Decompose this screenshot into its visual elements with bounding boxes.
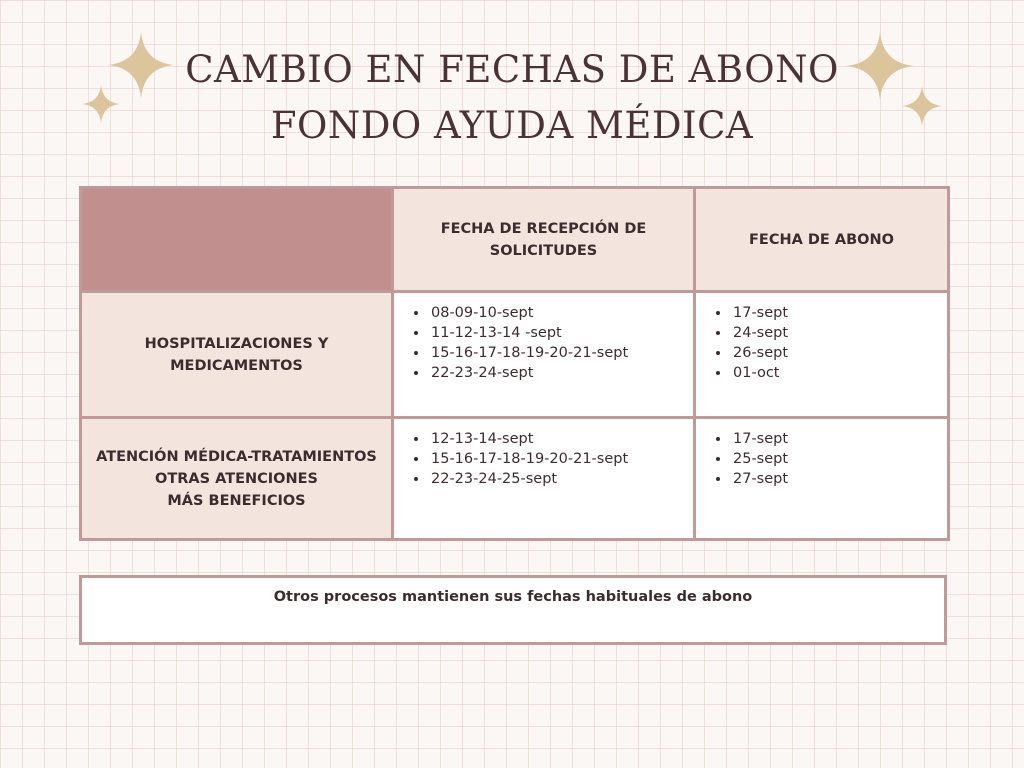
reception-dates-list [394, 419, 693, 489]
header-payment-label: FECHA DE ABONO [749, 231, 894, 248]
table-row [81, 292, 949, 418]
row-label-line: ATENCIÓN MÉDICA-TRATAMIENTOS [96, 448, 377, 465]
page-title [0, 42, 1024, 154]
row-label-hospitalizaciones [81, 292, 393, 418]
payment-dates-cell [695, 418, 949, 540]
title-line-2: FONDO AYUDA MÉDICA [270, 104, 754, 147]
payment-dates-list [696, 419, 947, 489]
row-label-atencion-medica [81, 418, 393, 540]
list-item: • 01-oct [731, 363, 947, 383]
reception-dates-cell [393, 292, 695, 418]
row-label-line: MEDICAMENTOS [170, 357, 303, 374]
row-label-line: MÁS BENEFICIOS [167, 492, 306, 509]
list-item: • 15-16-17-18-19-20-21-sept [429, 449, 693, 469]
list-item: • 11-12-13-14 -sept [429, 323, 693, 343]
title-line-1: CAMBIO EN FECHAS DE ABONO [185, 48, 839, 91]
note-text: Otros procesos mantienen sus fechas habituales de abono [273, 589, 753, 605]
table-header-row [81, 188, 949, 292]
header-reception [393, 188, 695, 292]
reception-dates-list [394, 293, 693, 383]
row-label-line: OTRAS ATENCIONES [155, 470, 318, 487]
dates-table [79, 186, 950, 541]
reception-dates-cell [393, 418, 695, 540]
table-row [81, 418, 949, 540]
row-label-line: HOSPITALIZACIONES Y [144, 335, 329, 352]
list-item: • 27-sept [731, 469, 947, 489]
list-item: • 22-23-24-sept [429, 363, 693, 383]
list-item: • 15-16-17-18-19-20-21-sept [429, 343, 693, 363]
payment-dates-list [696, 293, 947, 383]
list-item: • 24-sept [731, 323, 947, 343]
header-corner-cell [81, 188, 393, 292]
header-payment [695, 188, 949, 292]
list-item: • 12-13-14-sept [429, 429, 693, 449]
list-item: • 22-23-24-25-sept [429, 469, 693, 489]
list-item: • 25-sept [731, 449, 947, 469]
payment-dates-cell [695, 292, 949, 418]
list-item: • 26-sept [731, 343, 947, 363]
header-reception-label: FECHA DE RECEPCIÓN DE SOLICITUDES [440, 220, 647, 259]
note-box [79, 575, 947, 645]
list-item: • 17-sept [731, 429, 947, 449]
list-item: • 17-sept [731, 303, 947, 323]
list-item: • 08-09-10-sept [429, 303, 693, 323]
